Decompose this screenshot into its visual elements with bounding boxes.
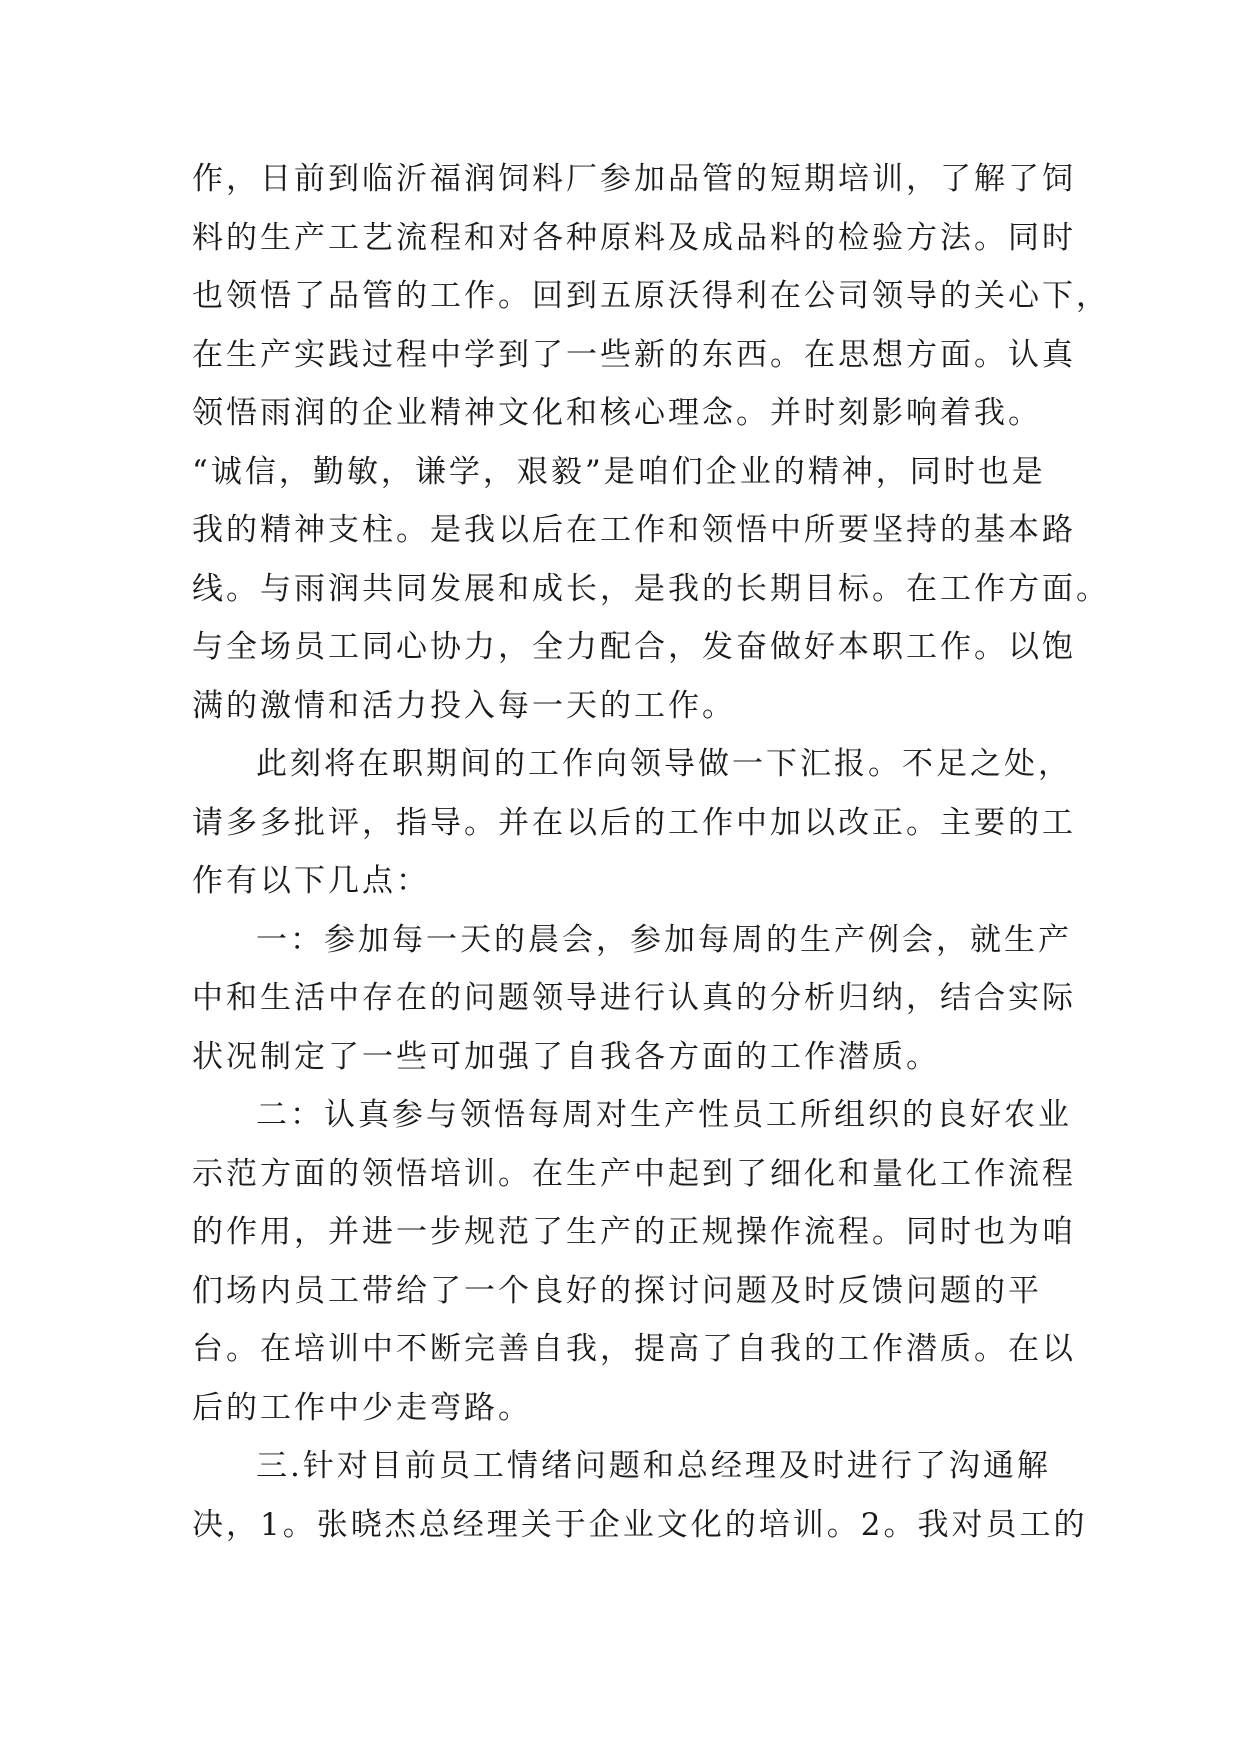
- text-line: 们场内员工带给了一个良好的探讨问题及时反馈问题的平: [192, 1272, 1042, 1309]
- paragraph-first-line: 三.针对目前员工情绪问题和总经理及时进行了沟通解: [256, 1448, 1051, 1484]
- text-line: 示范方面的领悟培训。在生产中起到了细化和量化工作流程: [192, 1155, 1076, 1192]
- text-line: 后的工作中少走弯路。: [192, 1389, 532, 1426]
- paragraph-first-line: 二：认真参与领悟每周对生产性员工所组织的良好农业: [256, 1097, 1072, 1133]
- text-line: 领悟雨润的企业精神文化和核心理念。并时刻影响着我。: [192, 395, 1042, 431]
- text-line: 台。在培训中不断完善自我，提高了自我的工作潜质。在以: [192, 1331, 1076, 1367]
- text-line: 作，日前到临沂福润饲料厂参加品管的短期培训，了解了饲: [192, 161, 1076, 197]
- document-body: [192, 150, 1110, 1554]
- text-line: 料的生产工艺流程和对各种原料及成品料的检验方法。同时: [192, 219, 1076, 256]
- paragraph-first-line: 一：参加每一天的晨会，参加每周的生产例会，就生产: [256, 921, 1072, 958]
- text-line: 也领悟了品管的工作。回到五原沃得利在公司领导的关心下，: [192, 278, 1110, 314]
- text-line: 在生产实践过程中学到了一些新的东西。在思想方面。认真: [192, 336, 1076, 373]
- text-line: “诚信，勤敏，谦学，艰毅”是咱们企业的精神，同时也是: [192, 453, 1046, 490]
- text-line: 状况制定了一些可加强了自我各方面的工作潜质。: [192, 1038, 940, 1075]
- text-line: 请多多批评，指导。并在以后的工作中加以改正。主要的工: [192, 804, 1076, 841]
- text-line: 中和生活中存在的问题领导进行认真的分析归纳，结合实际: [192, 980, 1076, 1016]
- text-line: 的作用，并进一步规范了生产的正规操作流程。同时也为咱: [192, 1214, 1076, 1250]
- paragraph-first-line: 此刻将在职期间的工作向领导做一下汇报。不足之处，: [256, 746, 1072, 782]
- text-line: 决，1。张晓杰总经理关于企业文化的培训。2。我对员工的: [192, 1506, 1088, 1543]
- text-line: 作有以下几点：: [192, 863, 430, 899]
- text-line: 与全场员工同心协力，全力配合，发奋做好本职工作。以饱: [192, 629, 1076, 665]
- text-line: 线。与雨润共同发展和成长，是我的长期目标。在工作方面。: [192, 570, 1110, 607]
- text-line: 满的激情和活力投入每一天的工作。: [192, 687, 736, 724]
- text-line: 我的精神支柱。是我以后在工作和领悟中所要坚持的基本路: [192, 512, 1076, 548]
